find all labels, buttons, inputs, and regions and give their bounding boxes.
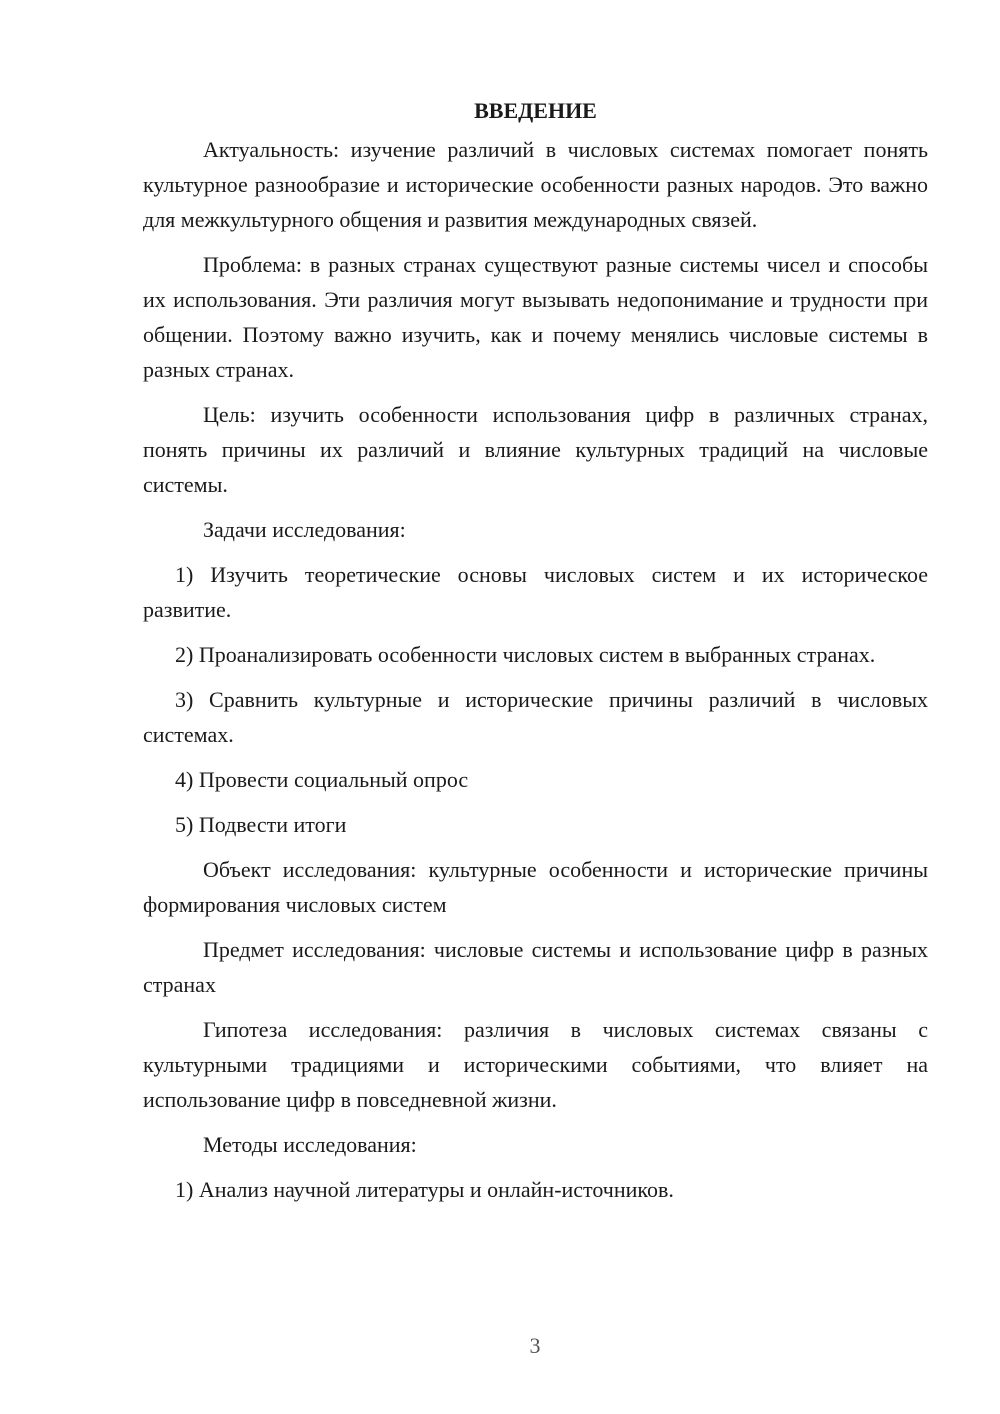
page-number: 3 xyxy=(529,1333,541,1358)
list-item-task-3: 3) Сравнить культурные и исторические причины различий в числовых системах. xyxy=(143,687,928,747)
paragraph-hypothesis: Гипотеза исследования: различия в числовых системах связаны с культурными традициями и историческими событиями, что влияет на использование цифр в повседневной жизни. xyxy=(143,1017,928,1112)
paragraph-problem: Проблема: в разных странах существуют разные системы чисел и способы их использования. Эти различия могут вызывать недопонимание и трудности при общении. Поэтому важно изучить, как и почему менялись числовые системы в разных странах. xyxy=(143,252,928,382)
paragraph-subject: Предмет исследования: числовые системы и использование цифр в разных странах xyxy=(143,937,928,997)
list-item-task-5: 5) Подвести итоги xyxy=(175,812,347,837)
paragraph-object: Объект исследования: культурные особенности и исторические причины формирования числовых систем xyxy=(143,857,928,917)
page-content xyxy=(143,96,928,1217)
paragraph-relevance: Актуальность: изучение различий в числовых системах помогает понять культурное разнообразие и исторические особенности разных народов. Это важно для межкультурного общения и развития международных связей. xyxy=(143,137,928,232)
list-item-task-1: 1) Изучить теоретические основы числовых систем и их историческое развитие. xyxy=(143,562,928,622)
paragraph-methods-heading: Методы исследования: xyxy=(203,1132,417,1157)
paragraph-tasks-heading: Задачи исследования: xyxy=(203,517,406,542)
page-title: ВВЕДЕНИЕ xyxy=(474,98,597,123)
paragraph-goal: Цель: изучить особенности использования цифр в различных странах, понять причины их различий и влияние культурных традиций на числовые системы. xyxy=(143,402,928,497)
list-item-task-4: 4) Провести социальный опрос xyxy=(175,767,469,792)
list-item-task-2: 2) Проанализировать особенности числовых систем в выбранных странах. xyxy=(175,642,876,667)
list-item-method-1: 1) Анализ научной литературы и онлайн-источников. xyxy=(175,1177,674,1202)
